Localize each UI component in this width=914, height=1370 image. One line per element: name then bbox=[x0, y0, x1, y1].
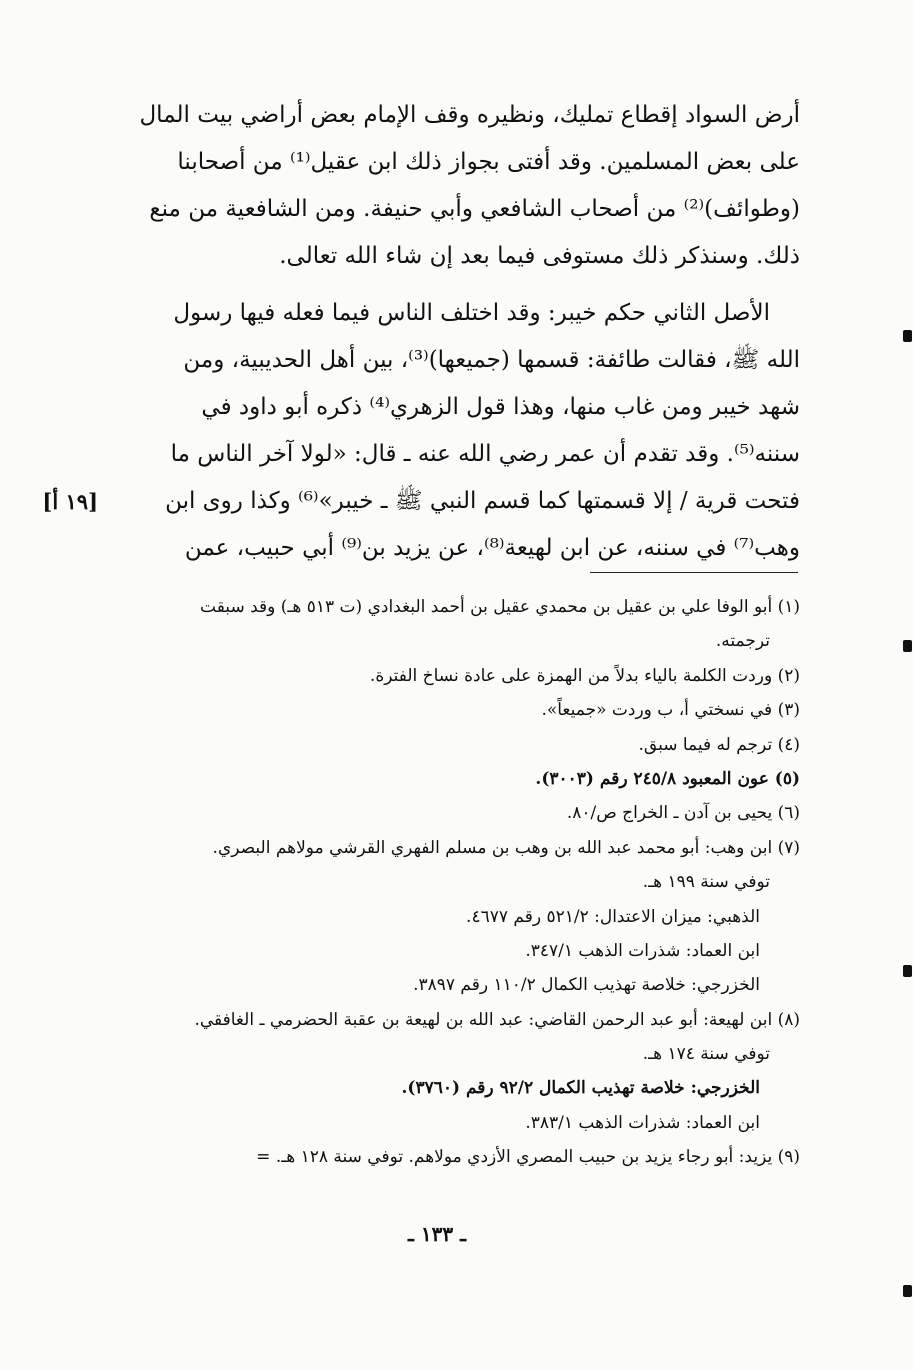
footnote-reference: ابن العماد: شذرات الذهب ٣٨٣/١. bbox=[525, 1112, 760, 1133]
text-line: على بعض المسلمين. وقد أفتى بجواز ذلك ابن عقيل⁽¹⁾ من أصحابنا bbox=[177, 149, 800, 175]
footnote-reference: الخزرجي: خلاصة تهذيب الكمال ٩٢/٢ رقم (٣٧٦٠). bbox=[401, 1078, 760, 1099]
footnote-reference: الخزرجي: خلاصة تهذيب الكمال ١١٠/٢ رقم ٣٨٩٧. bbox=[413, 975, 760, 996]
scan-edge-mark bbox=[903, 330, 912, 342]
footnote: (٥) عون المعبود ٢٤٥/٨ رقم (٣٠٠٣). bbox=[535, 768, 800, 789]
folio-margin-note: [١٩ أ] bbox=[42, 489, 98, 514]
paragraph-gap bbox=[100, 280, 800, 290]
footnote-continuation: توفي سنة ١٧٤ هـ. bbox=[642, 1044, 770, 1065]
text-line: (وطوائف)⁽²⁾ من أصحاب الشافعي وأبي حنيفة. ومن الشافعية من منع bbox=[149, 196, 800, 222]
footnote-continuation: توفي سنة ١٩٩ هـ. bbox=[642, 872, 770, 893]
text-line: سننه⁽⁵⁾. وقد تقدم أن عمر رضي الله عنه ـ قال: «لولا آخر الناس ما bbox=[170, 441, 800, 467]
footnote: (٢) وردت الكلمة بالياء بدلاً من الهمزة على عادة نساخ الفترة. bbox=[369, 665, 800, 686]
footnote: (٩) يزيد: أبو رجاء يزيد بن حبيب المصري الأزدي مولاهم. توفي سنة ١٢٨ هـ. = bbox=[256, 1147, 800, 1168]
footnote: (٣) في نسختي أ، ب وردت «جميعاً». bbox=[541, 700, 800, 721]
text-line: وهب⁽⁷⁾ في سننه، عن ابن لهيعة⁽⁸⁾، عن يزيد بن⁽⁹⁾ أبي حبيب، عمن bbox=[184, 535, 800, 561]
footnote: (١) أبو الوفا علي بن عقيل بن محمدي عقيل بن أحمد البغدادي (ت ٥١٣ هـ) وقد سبقت bbox=[200, 597, 800, 617]
scan-edge-mark bbox=[903, 640, 912, 652]
text-line: الأصل الثاني حكم خيبر: وقد اختلف الناس فيما فعله فيها رسول bbox=[173, 300, 770, 326]
text-line: أرض السواد إقطاع تمليك، ونظيره وقف الإمام بعض أراضي بيت المال bbox=[139, 102, 800, 128]
footnote: (٧) ابن وهب: أبو محمد عبد الله بن وهب بن مسلم الفهري القرشي مولاهم البصري. bbox=[212, 837, 800, 858]
scan-edge-mark bbox=[903, 1285, 912, 1297]
footnotes bbox=[100, 590, 800, 1175]
scan-edge-mark bbox=[903, 965, 912, 977]
main-text bbox=[100, 92, 800, 572]
footnote: (٦) يحيى بن آدن ـ الخراج ص/٨٠. bbox=[566, 803, 800, 824]
footnote-reference: ابن العماد: شذرات الذهب ٣٤٧/١. bbox=[525, 940, 760, 961]
text-line: ذلك. وسنذكر ذلك مستوفى فيما بعد إن شاء الله تعالى. bbox=[279, 243, 800, 269]
footnote-separator bbox=[590, 572, 798, 573]
footnote: (٨) ابن لهيعة: أبو عبد الرحمن القاضي: عبد الله بن لهيعة بن عقبة الحضرمي ـ الغافقي. bbox=[194, 1009, 800, 1030]
footnote-continuation: ترجمته. bbox=[715, 631, 770, 652]
footnote: (٤) ترجم له فيما سبق. bbox=[638, 734, 800, 755]
page-number: ـ ١٣٣ ـ bbox=[408, 1222, 466, 1246]
text-line: الله ﷺ، فقالت طائفة: قسمها (جميعها)⁽³⁾، بين أهل الحديبية، ومن bbox=[183, 347, 800, 373]
text-line: شهد خيبر ومن غاب منها، وهذا قول الزهري⁽⁴⁾ ذكره أبو داود في bbox=[201, 394, 800, 420]
text-line: فتحت قرية / إلا قسمتها كما قسم النبي ﷺ ـ خيبر»⁽⁶⁾ وكذا روى ابن bbox=[165, 488, 800, 514]
footnote-reference: الذهبي: ميزان الاعتدال: ٥٢١/٢ رقم ٤٦٧٧. bbox=[466, 906, 760, 927]
